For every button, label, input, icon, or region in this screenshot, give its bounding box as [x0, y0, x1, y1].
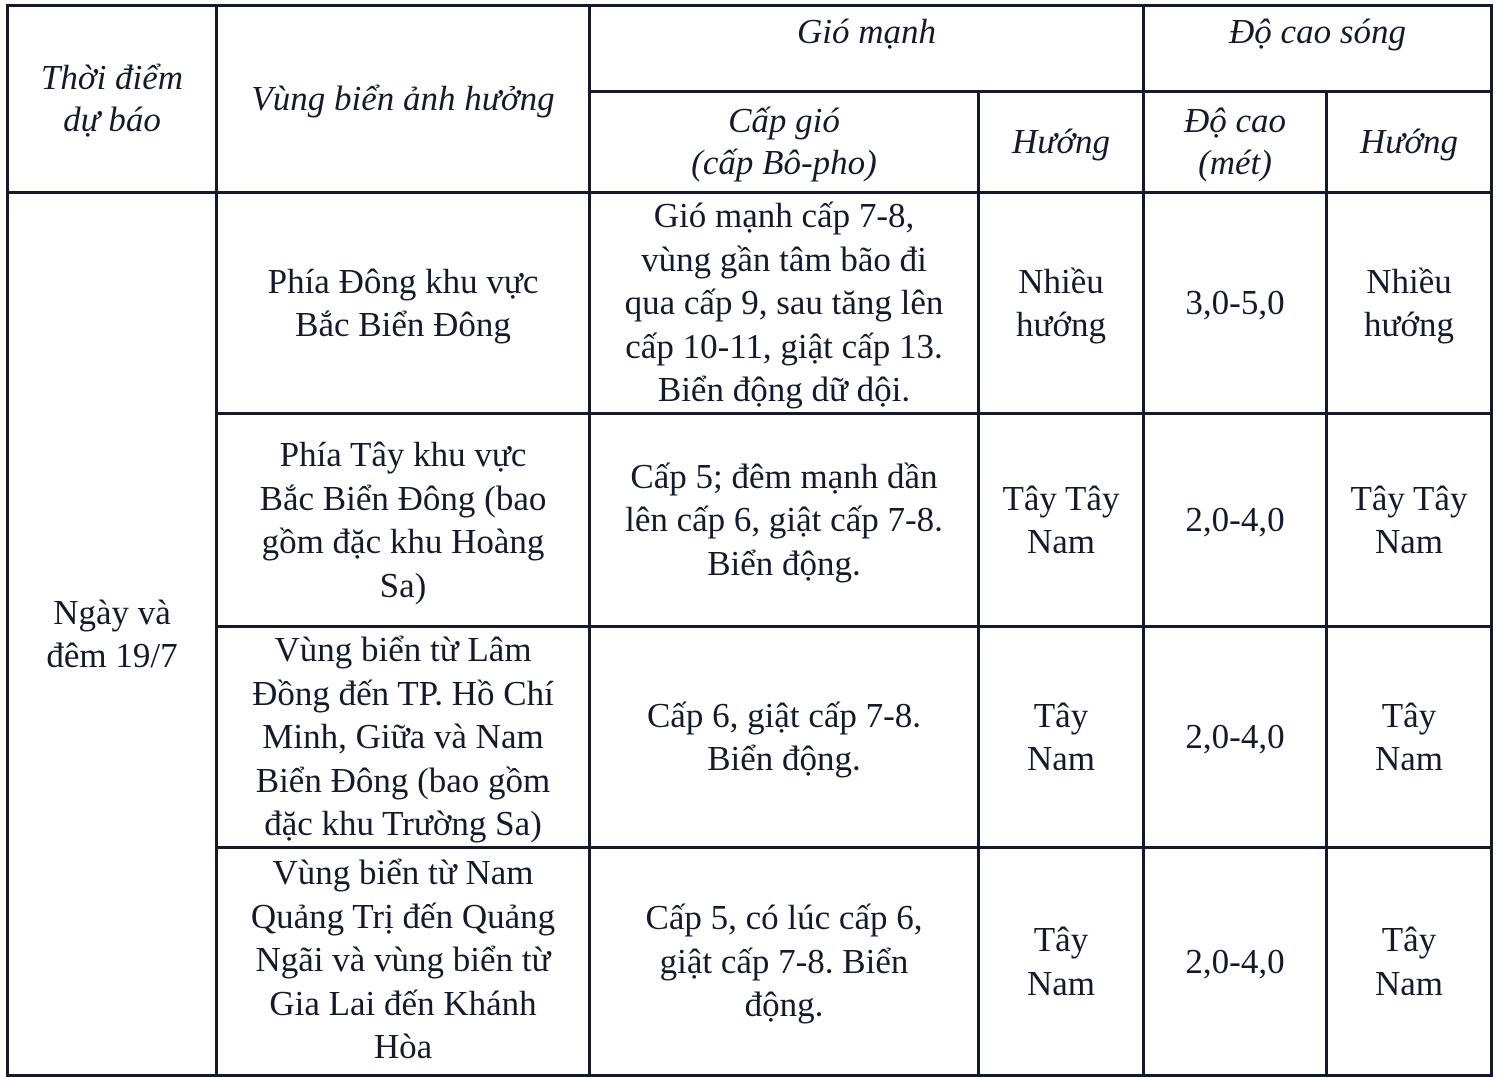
header-row-1 [8, 6, 1492, 92]
header-wave-direction: Hướng [1327, 92, 1492, 193]
wave-height-cell: 2,0-4,0 [1144, 414, 1327, 627]
header-wind-direction: Hướng [979, 92, 1144, 193]
header-time: Thời điểm dự báo [8, 6, 217, 193]
header-region: Vùng biển ảnh hưởng [217, 6, 590, 193]
wave-height-cell: 3,0-5,0 [1144, 193, 1327, 414]
forecast-table [6, 4, 1493, 1077]
wind-direction-cell: Tây Nam [979, 627, 1144, 848]
wave-direction-cell: Tây Nam [1327, 627, 1492, 848]
wind-level-cell: Cấp 5, có lúc cấp 6, giật cấp 7-8. Biển động. [590, 848, 979, 1076]
header-wind-level: Cấp gió (cấp Bô-pho) [590, 92, 979, 193]
wind-direction-cell: Nhiều hướng [979, 193, 1144, 414]
wave-height-cell: 2,0-4,0 [1144, 848, 1327, 1076]
wind-direction-cell: Tây Nam [979, 848, 1144, 1076]
table-row [8, 414, 1492, 627]
wave-direction-cell: Nhiều hướng [1327, 193, 1492, 414]
header-wind-group: Gió mạnh [590, 6, 1144, 92]
region-cell: Phía Tây khu vực Bắc Biển Đông (bao gồm đặc khu Hoàng Sa) [217, 414, 590, 627]
wind-level-cell: Gió mạnh cấp 7-8, vùng gần tâm bão đi qua cấp 9, sau tăng lên cấp 10-11, giật cấp 13. Biển động dữ dội. [590, 193, 979, 414]
forecast-time-cell: Ngày và đêm 19/7 [8, 193, 217, 1076]
table-row [8, 627, 1492, 848]
wave-height-cell: 2,0-4,0 [1144, 627, 1327, 848]
region-cell: Phía Đông khu vực Bắc Biển Đông [217, 193, 590, 414]
header-wave-height: Độ cao (mét) [1144, 92, 1327, 193]
header-wave-group: Độ cao sóng [1144, 6, 1492, 92]
table-row [8, 848, 1492, 1076]
wind-level-cell: Cấp 5; đêm mạnh dần lên cấp 6, giật cấp 7-8. Biển động. [590, 414, 979, 627]
wind-level-cell: Cấp 6, giật cấp 7-8. Biển động. [590, 627, 979, 848]
wave-direction-cell: Tây Nam [1327, 848, 1492, 1076]
region-cell: Vùng biển từ Nam Quảng Trị đến Quảng Ngãi và vùng biển từ Gia Lai đến Khánh Hòa [217, 848, 590, 1076]
wave-direction-cell: Tây Tây Nam [1327, 414, 1492, 627]
table-row [8, 193, 1492, 414]
region-cell: Vùng biển từ Lâm Đồng đến TP. Hồ Chí Minh, Giữa và Nam Biển Đông (bao gồm đặc khu Trường Sa) [217, 627, 590, 848]
wind-direction-cell: Tây Tây Nam [979, 414, 1144, 627]
